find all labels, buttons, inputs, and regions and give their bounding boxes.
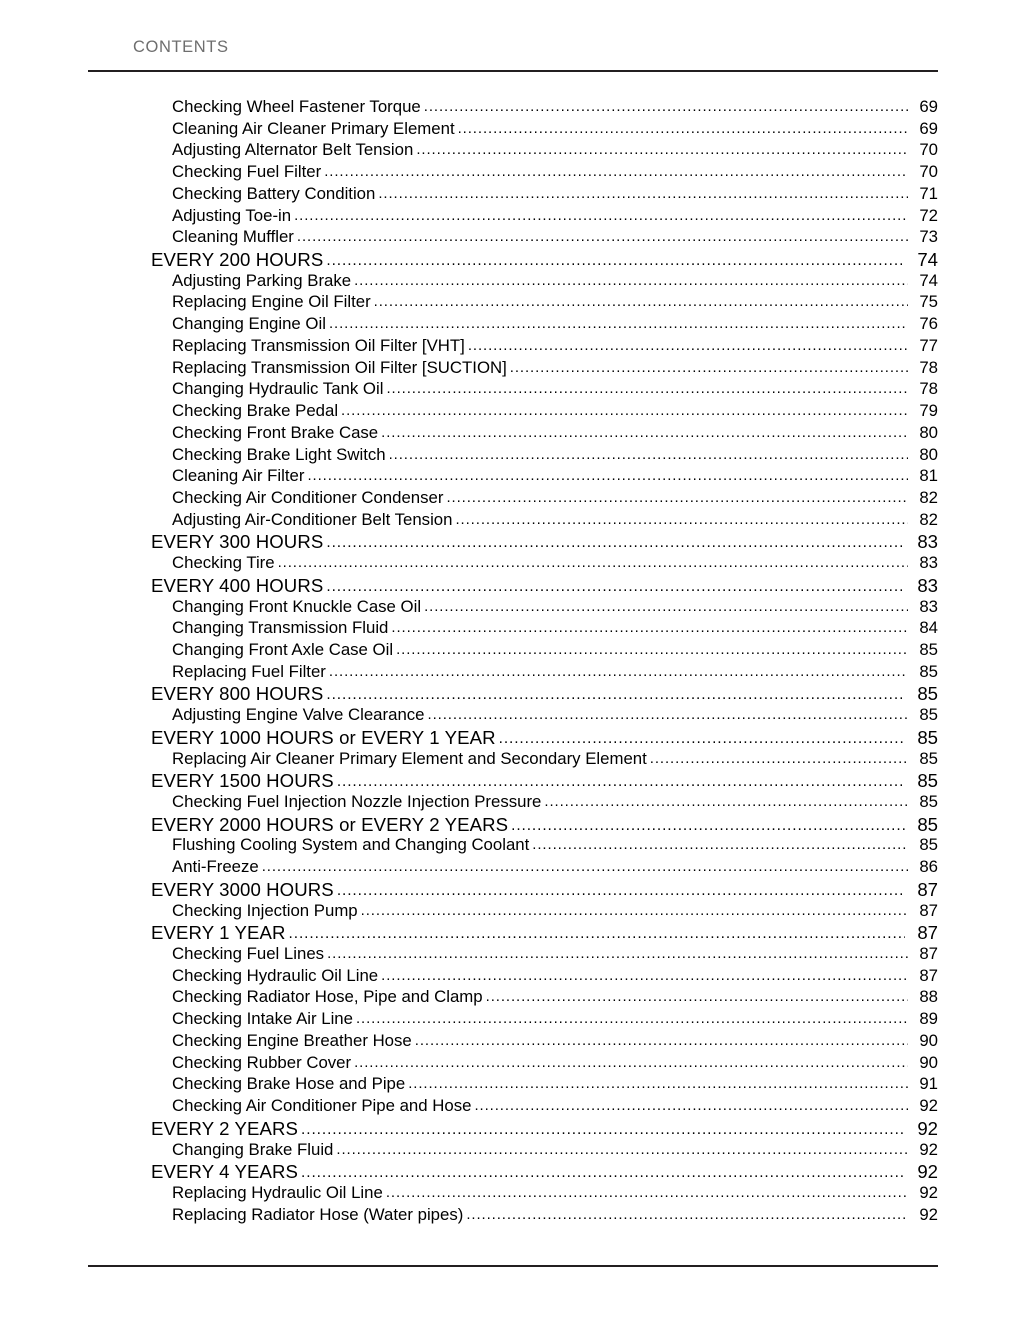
dot-leader (378, 184, 908, 203)
page-header-label: CONTENTS (133, 38, 229, 56)
toc-page-number: 92 (919, 1204, 938, 1224)
toc-entry-row[interactable] (0, 488, 1024, 510)
toc-entry-title: Checking Air Conditioner Condenser (172, 487, 444, 507)
toc-entry-title: EVERY 4 YEARS (151, 1161, 299, 1183)
dot-leader (326, 683, 905, 704)
toc-entry-row[interactable] (0, 97, 1024, 119)
toc-entry-title: EVERY 2000 HOURS or EVERY 2 YEARS (151, 813, 509, 835)
table-of-contents (0, 97, 1024, 1226)
toc-section-row[interactable] (0, 1118, 1024, 1140)
toc-entry-title: Changing Hydraulic Tank Oil (172, 379, 384, 399)
toc-page-number: 85 (919, 748, 938, 768)
dot-leader (326, 531, 905, 552)
dot-leader (486, 987, 908, 1006)
toc-page-number: 83 (919, 553, 938, 573)
toc-page-number: 88 (919, 987, 938, 1007)
toc-entry-row[interactable] (0, 379, 1024, 401)
toc-entry-title: Adjusting Engine Valve Clearance (172, 705, 425, 725)
toc-entry-title: Cleaning Muffler (172, 227, 294, 247)
toc-entry-row[interactable] (0, 423, 1024, 445)
toc-entry-row[interactable] (0, 1140, 1024, 1162)
toc-entry-title: Changing Front Axle Case Oil (172, 639, 394, 659)
toc-page-number: 71 (919, 183, 938, 203)
toc-section-row[interactable] (0, 531, 1024, 553)
toc-section-row[interactable] (0, 727, 1024, 749)
dot-leader (391, 618, 908, 637)
toc-page-number: 87 (919, 900, 938, 920)
toc-page-number: 75 (919, 292, 938, 312)
toc-entry-title: Checking Wheel Fastener Torque (172, 97, 421, 116)
toc-page-number: 80 (919, 422, 938, 442)
toc-entry-title: EVERY 200 HOURS (151, 249, 324, 271)
dot-leader (361, 901, 908, 920)
toc-entry-title: Checking Air Conditioner Pipe and Hose (172, 1096, 472, 1116)
dot-leader (428, 705, 909, 724)
toc-entry-title: EVERY 1 YEAR (151, 922, 286, 944)
toc-section-row[interactable] (0, 683, 1024, 705)
toc-page-number: 85 (917, 726, 938, 748)
toc-page-number: 87 (917, 922, 938, 944)
toc-entry-title: Cleaning Air Filter (172, 466, 305, 486)
toc-entry-row[interactable] (0, 1031, 1024, 1053)
dot-leader (356, 1009, 908, 1028)
dot-leader (289, 922, 905, 943)
toc-entry-title: Replacing Radiator Hose (Water pipes) (172, 1204, 464, 1224)
toc-page-number: 79 (919, 401, 938, 421)
toc-entry-row[interactable] (0, 336, 1024, 358)
toc-entry-row[interactable] (0, 1053, 1024, 1075)
toc-page-number: 85 (917, 813, 938, 835)
dot-leader (455, 510, 908, 529)
toc-section-row[interactable] (0, 922, 1024, 944)
dot-leader (301, 1118, 905, 1139)
dot-leader (416, 140, 908, 159)
toc-entry-row[interactable] (0, 1096, 1024, 1118)
toc-entry-title: Checking Front Brake Case (172, 422, 379, 442)
dot-leader (544, 792, 908, 811)
toc-entry-row[interactable] (0, 1183, 1024, 1205)
toc-page-number: 85 (919, 661, 938, 681)
dot-leader (474, 1096, 908, 1115)
toc-section-row[interactable] (0, 879, 1024, 901)
dot-leader (307, 466, 908, 485)
toc-entry-title: EVERY 1000 HOURS or EVERY 1 YEAR (151, 726, 496, 748)
toc-entry-row[interactable] (0, 662, 1024, 684)
toc-entry-title: Checking Battery Condition (172, 183, 376, 203)
toc-entry-row[interactable] (0, 227, 1024, 249)
dot-leader (458, 119, 908, 138)
toc-page-number: 69 (919, 97, 938, 116)
toc-page-number: 83 (917, 531, 938, 553)
toc-entry-title: Replacing Transmission Oil Filter [SUCTION] (172, 357, 507, 377)
toc-entry-row[interactable] (0, 705, 1024, 727)
toc-entry-title: EVERY 800 HOURS (151, 683, 324, 705)
toc-page-number: 90 (919, 1052, 938, 1072)
toc-section-row[interactable] (0, 1161, 1024, 1183)
toc-entry-title: Adjusting Parking Brake (172, 270, 352, 290)
dot-leader (386, 379, 908, 398)
toc-page-number: 83 (919, 596, 938, 616)
toc-entry-title: Checking Engine Breather Hose (172, 1030, 412, 1050)
dot-leader (374, 292, 908, 311)
toc-entry-row[interactable] (0, 292, 1024, 314)
toc-entry-row[interactable] (0, 271, 1024, 293)
toc-entry-row[interactable] (0, 987, 1024, 1009)
toc-section-row[interactable] (0, 814, 1024, 836)
toc-entry-row[interactable] (0, 640, 1024, 662)
toc-entry-title: EVERY 300 HOURS (151, 531, 324, 553)
toc-entry-row[interactable] (0, 510, 1024, 532)
toc-entry-title: Checking Radiator Hose, Pipe and Clamp (172, 987, 483, 1007)
toc-entry-row[interactable] (0, 401, 1024, 423)
toc-entry-title: Changing Front Knuckle Case Oil (172, 596, 422, 616)
dot-leader (337, 879, 905, 900)
header-divider (88, 70, 938, 72)
dot-leader (650, 749, 908, 768)
toc-page-number: 87 (917, 878, 938, 900)
toc-entry-title: Changing Brake Fluid (172, 1139, 334, 1159)
dot-leader (278, 553, 908, 572)
toc-entry-title: Checking Injection Pump (172, 900, 358, 920)
toc-entry-row[interactable] (0, 901, 1024, 923)
dot-leader (337, 770, 905, 791)
dot-leader (468, 336, 908, 355)
toc-entry-row[interactable] (0, 597, 1024, 619)
toc-entry-row[interactable] (0, 857, 1024, 879)
toc-entry-title: Checking Fuel Filter (172, 162, 322, 182)
toc-page-number: 92 (919, 1139, 938, 1159)
toc-entry-row[interactable] (0, 184, 1024, 206)
toc-entry-title: Checking Hydraulic Oil Line (172, 965, 379, 985)
toc-page-number: 85 (919, 705, 938, 725)
toc-entry-title: Checking Fuel Lines (172, 944, 325, 964)
toc-page-number: 83 (917, 574, 938, 596)
toc-entry-title: Anti-Freeze (172, 857, 259, 877)
toc-page-number: 92 (919, 1182, 938, 1202)
dot-leader (294, 206, 908, 225)
toc-entry-row[interactable] (0, 792, 1024, 814)
toc-entry-row[interactable] (0, 162, 1024, 184)
toc-entry-row[interactable] (0, 835, 1024, 857)
dot-leader (354, 1053, 908, 1072)
toc-entry-title: Flushing Cooling System and Changing Coolant (172, 835, 530, 855)
toc-page-number: 70 (919, 140, 938, 160)
toc-entry-row[interactable] (0, 466, 1024, 488)
toc-page-number: 92 (919, 1096, 938, 1116)
toc-entry-title: Replacing Transmission Oil Filter [VHT] (172, 335, 465, 355)
dot-leader (381, 966, 908, 985)
dot-leader (511, 814, 905, 835)
footer-divider (88, 1265, 938, 1267)
dot-leader (341, 401, 908, 420)
dot-leader (327, 944, 908, 963)
dot-leader (324, 162, 908, 181)
toc-entry-title: Adjusting Air-Conditioner Belt Tension (172, 509, 453, 529)
toc-entry-row[interactable] (0, 314, 1024, 336)
toc-entry-row[interactable] (0, 553, 1024, 575)
toc-page-number: 69 (919, 118, 938, 138)
toc-page-number: 86 (919, 857, 938, 877)
toc-entry-title: Checking Tire (172, 553, 275, 573)
toc-entry-row[interactable] (0, 445, 1024, 467)
toc-page-number: 73 (919, 227, 938, 247)
toc-page-number: 85 (919, 792, 938, 811)
toc-page-number: 80 (919, 444, 938, 464)
toc-entry-row[interactable] (0, 1074, 1024, 1096)
toc-entry-row[interactable] (0, 140, 1024, 162)
dot-leader (408, 1074, 908, 1093)
toc-page-number: 89 (919, 1009, 938, 1029)
toc-page-number: 77 (919, 335, 938, 355)
toc-page-number: 92 (917, 1117, 938, 1139)
toc-page-number: 87 (919, 944, 938, 964)
toc-entry-row[interactable] (0, 119, 1024, 141)
toc-entry-title: Adjusting Alternator Belt Tension (172, 140, 414, 160)
toc-entry-row[interactable] (0, 1205, 1024, 1227)
toc-page-number: 85 (917, 770, 938, 792)
toc-page-number: 84 (919, 618, 938, 638)
toc-entry-title: Checking Intake Air Line (172, 1009, 353, 1029)
toc-page-number: 78 (919, 357, 938, 377)
toc-page-number: 78 (919, 379, 938, 399)
dot-leader (381, 423, 908, 442)
toc-entry-title: EVERY 2 YEARS (151, 1117, 299, 1139)
dot-leader (415, 1031, 908, 1050)
toc-page-number: 81 (919, 466, 938, 486)
dot-leader (329, 662, 908, 681)
toc-entry-title: Changing Transmission Fluid (172, 618, 389, 638)
toc-page-number: 74 (917, 249, 938, 271)
toc-page-number: 91 (919, 1074, 938, 1094)
toc-entry-row[interactable] (0, 944, 1024, 966)
toc-entry-title: Replacing Hydraulic Oil Line (172, 1182, 383, 1202)
toc-page-number: 82 (919, 509, 938, 529)
dot-leader (297, 227, 908, 246)
toc-entry-title: Checking Brake Pedal (172, 401, 339, 421)
toc-page-number: 72 (919, 205, 938, 225)
toc-page-number: 90 (919, 1030, 938, 1050)
dot-leader (262, 857, 908, 876)
toc-entry-row[interactable] (0, 206, 1024, 228)
toc-entry-title: Replacing Air Cleaner Primary Element and Secondary Element (172, 748, 647, 768)
toc-entry-title: Checking Brake Light Switch (172, 444, 386, 464)
toc-entry-title: Checking Rubber Cover (172, 1052, 352, 1072)
toc-entry-title: Adjusting Toe-in (172, 205, 292, 225)
toc-entry-title: Checking Fuel Injection Nozzle Injection Pressure (172, 792, 542, 811)
toc-entry-row[interactable] (0, 618, 1024, 640)
toc-entry-title: Cleaning Air Cleaner Primary Element (172, 118, 455, 138)
toc-section-row[interactable] (0, 770, 1024, 792)
toc-entry-title: EVERY 3000 HOURS (151, 878, 334, 900)
toc-page-number: 70 (919, 162, 938, 182)
toc-entry-row[interactable] (0, 1009, 1024, 1031)
toc-page-number: 87 (919, 965, 938, 985)
toc-page-number: 92 (917, 1161, 938, 1183)
dot-leader (446, 488, 908, 507)
dot-leader (386, 1183, 908, 1202)
dot-leader (424, 97, 908, 116)
dot-leader (354, 271, 908, 290)
dot-leader (329, 314, 908, 333)
toc-entry-title: EVERY 400 HOURS (151, 574, 324, 596)
toc-entry-title: Replacing Engine Oil Filter (172, 292, 371, 312)
toc-page-number: 74 (919, 270, 938, 290)
toc-section-row[interactable] (0, 249, 1024, 271)
toc-page-number: 82 (919, 487, 938, 507)
toc-section-row[interactable] (0, 575, 1024, 597)
dot-leader (326, 249, 905, 270)
dot-leader (510, 358, 908, 377)
toc-entry-row[interactable] (0, 358, 1024, 380)
dot-leader (389, 445, 908, 464)
dot-leader (499, 727, 905, 748)
dot-leader (301, 1161, 905, 1182)
dot-leader (424, 597, 908, 616)
dot-leader (532, 835, 908, 854)
dot-leader (326, 575, 905, 596)
toc-page-number: 85 (917, 683, 938, 705)
toc-entry-title: Replacing Fuel Filter (172, 661, 326, 681)
dot-leader (336, 1140, 908, 1159)
toc-entry-row[interactable] (0, 966, 1024, 988)
dot-leader (466, 1205, 908, 1224)
toc-entry-row[interactable] (0, 749, 1024, 771)
toc-page-number: 76 (919, 314, 938, 334)
dot-leader (396, 640, 908, 659)
toc-entry-title: Checking Brake Hose and Pipe (172, 1074, 406, 1094)
toc-page-number: 85 (919, 835, 938, 855)
toc-entry-title: Changing Engine Oil (172, 314, 326, 334)
toc-page-number: 85 (919, 639, 938, 659)
toc-entry-title: EVERY 1500 HOURS (151, 770, 334, 792)
